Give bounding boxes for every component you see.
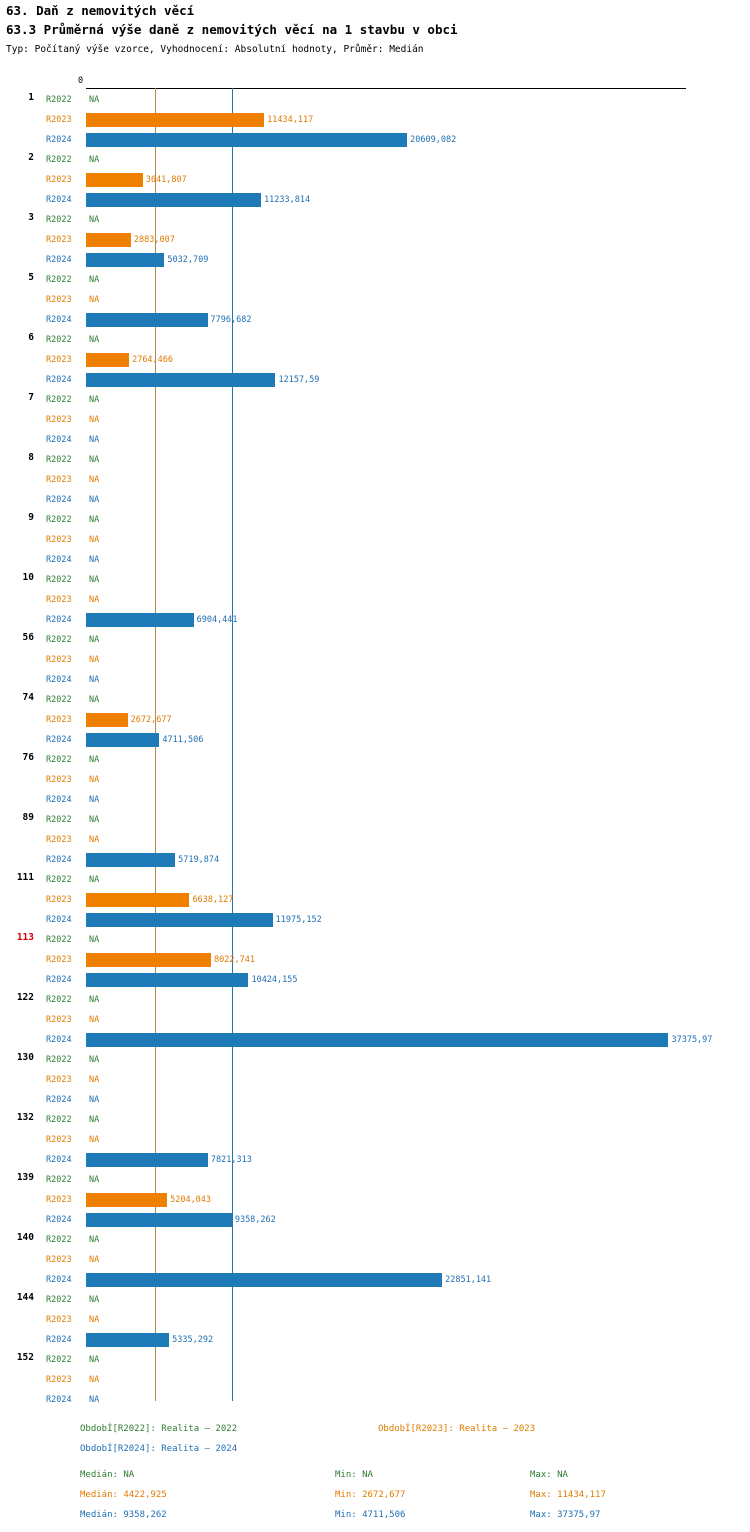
bar — [86, 733, 159, 747]
legend-series-2022: ObdobÍ[R2022]: Realita – 2022 — [80, 1424, 238, 1434]
bar-value-label: NA — [89, 935, 100, 945]
bar-value-label: NA — [89, 1115, 100, 1125]
bar-row — [0, 1150, 750, 1170]
bar-row — [0, 1390, 750, 1410]
series-label-r2023: R2023 — [46, 715, 72, 725]
bar-value-label: 11434,117 — [267, 115, 314, 125]
legend-stat-max-2022: Max: NA — [530, 1470, 568, 1480]
bar-row — [0, 970, 750, 990]
series-label-r2022: R2022 — [46, 815, 72, 825]
bar-value-label: NA — [89, 1375, 100, 1385]
bar-row — [0, 1170, 750, 1190]
legend-stat-min-2023: Min: 2672,677 — [335, 1490, 406, 1500]
bar-row — [0, 410, 750, 430]
bar — [86, 193, 261, 207]
bar-value-label: 5335,292 — [172, 1335, 214, 1345]
series-label-r2022: R2022 — [46, 275, 72, 285]
bar-value-label: 6904,441 — [196, 615, 238, 625]
series-label-r2022: R2022 — [46, 95, 72, 105]
bar-row — [0, 1010, 750, 1030]
bar-row — [0, 150, 750, 170]
bar-row — [0, 350, 750, 370]
series-label-r2023: R2023 — [46, 1195, 72, 1205]
bar — [86, 1153, 208, 1167]
bar-group — [0, 690, 750, 750]
series-label-r2022: R2022 — [46, 215, 72, 225]
bar-value-label: NA — [89, 1355, 100, 1365]
legend-stat-median-2024: Medián: 9358,262 — [80, 1510, 167, 1520]
series-label-r2023: R2023 — [46, 1255, 72, 1265]
group-category-label: 152 — [16, 1352, 34, 1363]
bar-row — [0, 850, 750, 870]
bar-row — [0, 1250, 750, 1270]
bar-value-label: 7821,313 — [210, 1155, 252, 1165]
bar-value-label: 2883,007 — [133, 235, 175, 245]
bar-group — [0, 450, 750, 510]
bar-group — [0, 1290, 750, 1350]
series-label-r2024: R2024 — [46, 555, 72, 565]
series-label-r2022: R2022 — [46, 335, 72, 345]
series-label-r2022: R2022 — [46, 755, 72, 765]
series-label-r2023: R2023 — [46, 655, 72, 665]
series-label-r2023: R2023 — [46, 895, 72, 905]
series-label-r2024: R2024 — [46, 795, 72, 805]
bar-value-label: NA — [89, 795, 100, 805]
bar-value-label: NA — [89, 155, 100, 165]
bar-value-label: 11233,814 — [264, 195, 311, 205]
bar-row — [0, 890, 750, 910]
bar-row — [0, 810, 750, 830]
series-label-r2024: R2024 — [46, 735, 72, 745]
bar-row — [0, 270, 750, 290]
bar-value-label: NA — [89, 535, 100, 545]
bar — [86, 1193, 167, 1207]
bar-value-label: 11975,152 — [275, 915, 322, 925]
bar-row — [0, 130, 750, 150]
series-label-r2022: R2022 — [46, 995, 72, 1005]
bar — [86, 353, 129, 367]
bar — [86, 1333, 169, 1347]
bar-group — [0, 1170, 750, 1230]
bar-row — [0, 690, 750, 710]
bar-value-label: NA — [89, 1055, 100, 1065]
bar — [86, 313, 208, 327]
series-label-r2023: R2023 — [46, 535, 72, 545]
bar-row — [0, 1370, 750, 1390]
bar-value-label: 12157,59 — [278, 375, 320, 385]
bar-value-label: 20609,082 — [410, 135, 457, 145]
group-category-label: 111 — [16, 872, 34, 883]
bar — [86, 713, 128, 727]
bar-group — [0, 1110, 750, 1170]
bar-value-label: 2672,677 — [130, 715, 172, 725]
series-label-r2022: R2022 — [46, 1175, 72, 1185]
bar-row — [0, 990, 750, 1010]
series-label-r2022: R2022 — [46, 1115, 72, 1125]
legend-stat-min-2022: Min: NA — [335, 1470, 373, 1480]
series-label-r2022: R2022 — [46, 1055, 72, 1065]
group-category-label: 1 — [28, 92, 34, 103]
page-title: 63. Daň z nemovitých věcí — [6, 3, 195, 18]
series-label-r2023: R2023 — [46, 955, 72, 965]
bar-row — [0, 250, 750, 270]
bar — [86, 253, 164, 267]
bar-row — [0, 770, 750, 790]
series-label-r2024: R2024 — [46, 435, 72, 445]
legend-stat-min-2024: Min: 4711,506 — [335, 1510, 406, 1520]
group-category-label: 5 — [28, 272, 34, 283]
chart-subtitle: Typ: Počítaný výše vzorce, Vyhodnocení: Absolutní hodnoty, Průměr: Medián — [6, 44, 424, 55]
bar-row — [0, 290, 750, 310]
series-label-r2024: R2024 — [46, 1035, 72, 1045]
bar-row — [0, 510, 750, 530]
bar-value-label: 2764,466 — [132, 355, 174, 365]
group-category-label: 89 — [22, 812, 34, 823]
bar-group — [0, 990, 750, 1050]
series-label-r2023: R2023 — [46, 835, 72, 845]
bar-group — [0, 750, 750, 810]
bar-row — [0, 590, 750, 610]
bar-row — [0, 110, 750, 130]
bar — [86, 133, 407, 147]
bar-group — [0, 210, 750, 270]
bar-value-label: NA — [89, 1075, 100, 1085]
series-label-r2023: R2023 — [46, 1135, 72, 1145]
series-label-r2024: R2024 — [46, 1275, 72, 1285]
bar-row — [0, 1350, 750, 1370]
bar-value-label: NA — [89, 295, 100, 305]
bar-row — [0, 1210, 750, 1230]
bar-row — [0, 650, 750, 670]
series-label-r2024: R2024 — [46, 1395, 72, 1405]
bar-row — [0, 1230, 750, 1250]
bar-value-label: NA — [89, 595, 100, 605]
legend-stat-median-2022: Medián: NA — [80, 1470, 135, 1480]
bar-value-label: 6638,127 — [192, 895, 234, 905]
group-category-label: 74 — [22, 692, 34, 703]
bar — [86, 233, 131, 247]
bar-row — [0, 1030, 750, 1050]
bar — [86, 113, 264, 127]
bar-value-label: NA — [89, 1095, 100, 1105]
bar-row — [0, 330, 750, 350]
bar-value-label: NA — [89, 215, 100, 225]
bar-row — [0, 390, 750, 410]
bar-value-label: NA — [89, 1235, 100, 1245]
bar-group — [0, 510, 750, 570]
bar-group — [0, 150, 750, 210]
bar-value-label: 8022,741 — [214, 955, 255, 965]
bar-row — [0, 930, 750, 950]
bar-row — [0, 1190, 750, 1210]
bar-value-label: NA — [89, 815, 100, 825]
series-label-r2023: R2023 — [46, 1375, 72, 1385]
series-label-r2022: R2022 — [46, 695, 72, 705]
bar-value-label: NA — [89, 1295, 100, 1305]
bar — [86, 973, 248, 987]
bar-row — [0, 1110, 750, 1130]
bar — [86, 173, 143, 187]
group-category-label: 140 — [16, 1232, 34, 1243]
bar-group — [0, 390, 750, 450]
bar-row — [0, 210, 750, 230]
bar-row — [0, 830, 750, 850]
bar-row — [0, 430, 750, 450]
bar-value-label: 5032,709 — [167, 255, 209, 265]
bar-value-label: NA — [89, 1255, 100, 1265]
bar-value-label: NA — [89, 1315, 100, 1325]
bar-row — [0, 610, 750, 630]
bar-row — [0, 1070, 750, 1090]
bar-group — [0, 1050, 750, 1110]
bar — [86, 1213, 232, 1227]
bar-value-label: NA — [89, 455, 100, 465]
bar-row — [0, 1090, 750, 1110]
bar — [86, 373, 275, 387]
bar-value-label: NA — [89, 655, 100, 665]
bar — [86, 893, 189, 907]
series-label-r2023: R2023 — [46, 1315, 72, 1325]
bar-group — [0, 630, 750, 690]
group-category-label: 2 — [28, 152, 34, 163]
bar-group — [0, 1350, 750, 1410]
axis-zero-tick-label: 0 — [78, 76, 84, 86]
bar-group — [0, 870, 750, 930]
series-label-r2023: R2023 — [46, 355, 72, 365]
group-category-label: 7 — [28, 392, 34, 403]
series-label-r2022: R2022 — [46, 1235, 72, 1245]
group-category-label: 130 — [16, 1052, 34, 1063]
series-label-r2022: R2022 — [46, 575, 72, 585]
bar — [86, 613, 194, 627]
series-label-r2022: R2022 — [46, 515, 72, 525]
group-category-label: 113 — [16, 932, 34, 943]
bar-row — [0, 450, 750, 470]
bar-value-label: NA — [89, 1135, 100, 1145]
bar-value-label: NA — [89, 435, 100, 445]
group-category-label: 3 — [28, 212, 34, 223]
bar — [86, 1273, 442, 1287]
bar-row — [0, 570, 750, 590]
bar-value-label: 37375,97 — [671, 1035, 713, 1045]
group-category-label: 139 — [16, 1172, 34, 1183]
bar-row — [0, 230, 750, 250]
series-label-r2024: R2024 — [46, 375, 72, 385]
series-label-r2024: R2024 — [46, 1155, 72, 1165]
bar-value-label: NA — [89, 495, 100, 505]
bar-value-label: 22851,141 — [445, 1275, 492, 1285]
bar-group — [0, 930, 750, 990]
bar-value-label: NA — [89, 775, 100, 785]
series-label-r2024: R2024 — [46, 675, 72, 685]
bar-value-label: 7796,682 — [210, 315, 252, 325]
x-axis-line — [86, 88, 686, 89]
bar-row — [0, 710, 750, 730]
bar-value-label: 3641,807 — [145, 175, 187, 185]
bar-row — [0, 1310, 750, 1330]
bar-value-label: NA — [89, 1175, 100, 1185]
bar-value-label: NA — [89, 995, 100, 1005]
series-label-r2024: R2024 — [46, 975, 72, 985]
bar-value-label: 10424,155 — [251, 975, 298, 985]
bar-row — [0, 90, 750, 110]
bar-value-label: NA — [89, 695, 100, 705]
group-category-label: 56 — [22, 632, 34, 643]
bar-row — [0, 550, 750, 570]
bar-value-label: NA — [89, 275, 100, 285]
series-label-r2022: R2022 — [46, 395, 72, 405]
group-category-label: 10 — [22, 572, 34, 583]
series-label-r2023: R2023 — [46, 415, 72, 425]
bar-value-label: 9358,262 — [234, 1215, 276, 1225]
plot-area — [0, 88, 750, 1408]
series-label-r2024: R2024 — [46, 495, 72, 505]
series-label-r2023: R2023 — [46, 595, 72, 605]
bar-row — [0, 670, 750, 690]
bar-value-label: NA — [89, 475, 100, 485]
bar-value-label: NA — [89, 95, 100, 105]
bar-row — [0, 190, 750, 210]
bar-row — [0, 530, 750, 550]
series-label-r2022: R2022 — [46, 875, 72, 885]
bar-value-label: NA — [89, 875, 100, 885]
bar-group — [0, 570, 750, 630]
group-category-label: 76 — [22, 752, 34, 763]
series-label-r2023: R2023 — [46, 115, 72, 125]
series-label-r2022: R2022 — [46, 635, 72, 645]
series-label-r2024: R2024 — [46, 315, 72, 325]
bar-row — [0, 310, 750, 330]
bar-row — [0, 630, 750, 650]
bar-value-label: NA — [89, 515, 100, 525]
bar — [86, 953, 211, 967]
bar-value-label: NA — [89, 335, 100, 345]
legend-series-2024: ObdobÍ[R2024]: Realita – 2024 — [80, 1444, 238, 1454]
bar-row — [0, 950, 750, 970]
bar-group — [0, 330, 750, 390]
series-label-r2022: R2022 — [46, 1295, 72, 1305]
bar-row — [0, 470, 750, 490]
bar-value-label: NA — [89, 575, 100, 585]
bar-row — [0, 1130, 750, 1150]
series-label-r2023: R2023 — [46, 235, 72, 245]
bar-row — [0, 170, 750, 190]
series-label-r2023: R2023 — [46, 475, 72, 485]
bar-value-label: NA — [89, 835, 100, 845]
bar-value-label: NA — [89, 1395, 100, 1405]
bar-value-label: NA — [89, 675, 100, 685]
bar-row — [0, 370, 750, 390]
legend-stat-max-2024: Max: 37375,97 — [530, 1510, 601, 1520]
series-label-r2024: R2024 — [46, 915, 72, 925]
series-label-r2024: R2024 — [46, 855, 72, 865]
bar-value-label: NA — [89, 555, 100, 565]
series-label-r2024: R2024 — [46, 255, 72, 265]
bar — [86, 913, 273, 927]
series-label-r2022: R2022 — [46, 155, 72, 165]
bar-value-label: NA — [89, 415, 100, 425]
series-label-r2024: R2024 — [46, 135, 72, 145]
bar-group — [0, 1230, 750, 1290]
bar-row — [0, 790, 750, 810]
series-label-r2024: R2024 — [46, 1095, 72, 1105]
series-label-r2024: R2024 — [46, 1215, 72, 1225]
series-label-r2023: R2023 — [46, 1075, 72, 1085]
legend-stat-max-2023: Max: 11434,117 — [530, 1490, 606, 1500]
series-label-r2023: R2023 — [46, 295, 72, 305]
series-label-r2023: R2023 — [46, 1015, 72, 1025]
bar-value-label: NA — [89, 395, 100, 405]
group-category-label: 6 — [28, 332, 34, 343]
bar-value-label: 5719,874 — [178, 855, 220, 865]
bar-row — [0, 1330, 750, 1350]
group-category-label: 122 — [16, 992, 34, 1003]
group-category-label: 9 — [28, 512, 34, 523]
legend-stat-median-2023: Medián: 4422,925 — [80, 1490, 167, 1500]
bar-row — [0, 730, 750, 750]
series-label-r2022: R2022 — [46, 455, 72, 465]
series-label-r2022: R2022 — [46, 1355, 72, 1365]
group-category-label: 132 — [16, 1112, 34, 1123]
group-category-label: 144 — [16, 1292, 34, 1303]
bar-row — [0, 1050, 750, 1070]
series-label-r2024: R2024 — [46, 195, 72, 205]
bar-group — [0, 810, 750, 870]
bar — [86, 853, 175, 867]
series-label-r2024: R2024 — [46, 1335, 72, 1345]
legend-series-2023: ObdobÍ[R2023]: Realita – 2023 — [378, 1424, 536, 1434]
bar-value-label: NA — [89, 1015, 100, 1025]
bar-row — [0, 1270, 750, 1290]
bar-row — [0, 490, 750, 510]
chart-title: 63.3 Průměrná výše daně z nemovitých věcí na 1 stavbu v obci — [6, 22, 458, 37]
bar-group — [0, 90, 750, 150]
bar-value-label: 5204,043 — [170, 1195, 212, 1205]
series-label-r2022: R2022 — [46, 935, 72, 945]
bar-value-label: 4711,506 — [162, 735, 204, 745]
group-category-label: 8 — [28, 452, 34, 463]
series-label-r2023: R2023 — [46, 175, 72, 185]
bar-value-label: NA — [89, 755, 100, 765]
bar-row — [0, 750, 750, 770]
series-label-r2023: R2023 — [46, 775, 72, 785]
bar-row — [0, 910, 750, 930]
bar-value-label: NA — [89, 635, 100, 645]
bar-row — [0, 870, 750, 890]
bar — [86, 1033, 668, 1047]
bar-group — [0, 270, 750, 330]
bar-row — [0, 1290, 750, 1310]
series-label-r2024: R2024 — [46, 615, 72, 625]
